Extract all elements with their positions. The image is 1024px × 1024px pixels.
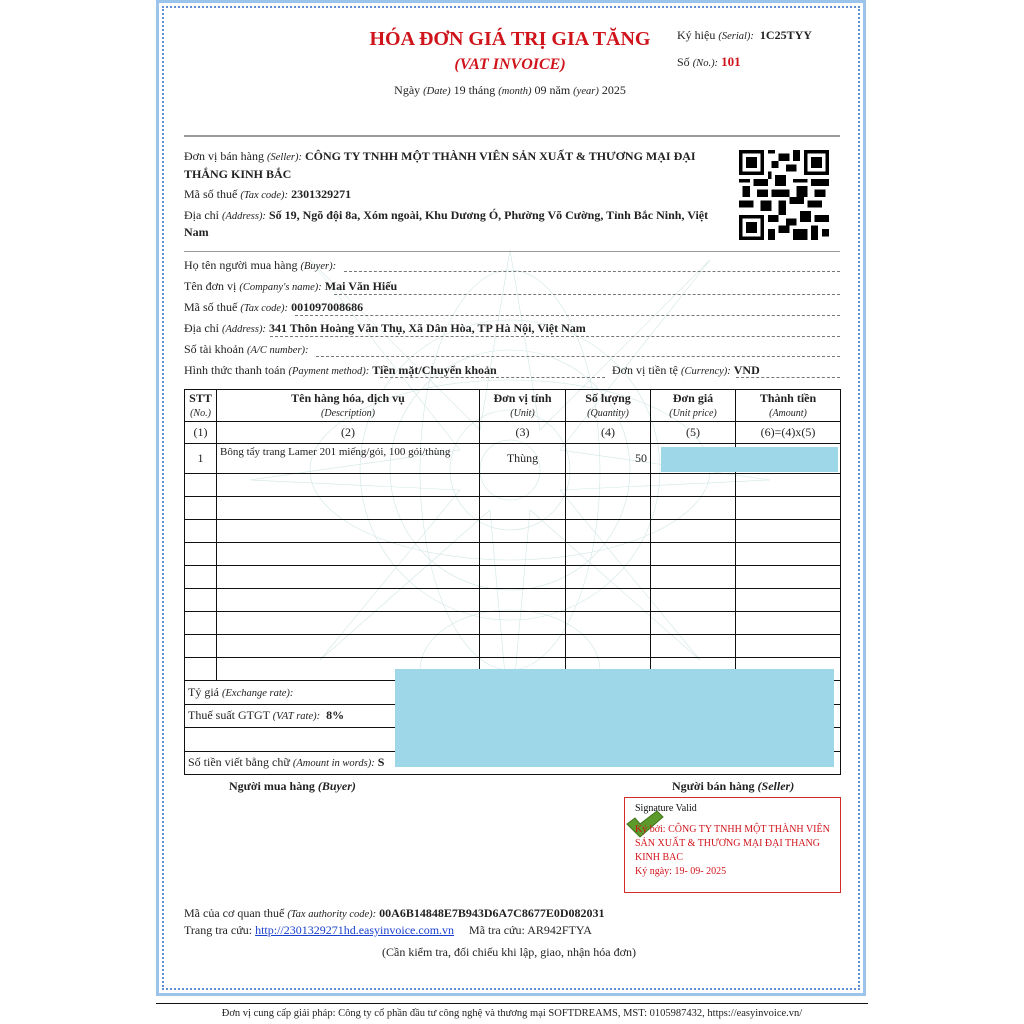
- vat-rate-value: 8%: [326, 708, 345, 723]
- buyer-address-line: [184, 321, 586, 336]
- buyer-payment-value: Tiền mặt/Chuyển khoản: [372, 363, 497, 377]
- lookup-url-link[interactable]: http://2301329271hd.easyinvoice.com.vn: [255, 923, 455, 937]
- buyer-name-en: (Buyer):: [300, 261, 337, 272]
- cell-unit: Thùng: [480, 444, 566, 474]
- cell-quantity: 50: [566, 444, 651, 474]
- buyer-tax-label: Mã số thuế: [184, 300, 238, 314]
- table-row-empty: [185, 589, 841, 612]
- date-year: 2025: [601, 83, 626, 97]
- redaction-unit-price-amount: [661, 447, 838, 472]
- signature-status: Signature Valid: [635, 803, 697, 814]
- buyer-name-line: [184, 258, 336, 273]
- buyer-company-value: Mai Văn Hiếu: [324, 279, 398, 293]
- buyer-account-en: (A/C number):: [247, 345, 309, 356]
- th-amount: Thành tiền (Amount): [736, 390, 841, 422]
- th-unit-price: Đơn giá (Unit price): [651, 390, 736, 422]
- serial-en: (Serial):: [718, 31, 754, 42]
- seller-tax-en: (Tax code):: [240, 190, 289, 201]
- vat-rate-label: Thuế suất GTGT: [188, 708, 270, 723]
- cell-no: 1: [185, 444, 217, 474]
- invoice-title: HÓA ĐƠN GIÁ TRỊ GIA TĂNG: [369, 28, 651, 50]
- buyer-address-en: (Address):: [222, 324, 266, 335]
- buyer-address-dotted-line: [270, 336, 840, 337]
- amount-words-en: (Amount in words):: [292, 758, 375, 770]
- table-row-empty: [185, 497, 841, 520]
- authority-code-en: (Tax authority code):: [287, 909, 377, 920]
- buyer-name-dotted-line: [344, 271, 840, 272]
- seller-address-en: (Address):: [222, 211, 266, 222]
- buyer-tax-en: (Tax code):: [240, 303, 289, 314]
- invoice-number: 101: [721, 54, 741, 69]
- serial-label: Ký hiệu: [677, 28, 716, 42]
- vat-rate-en: (VAT rate):: [272, 711, 321, 723]
- seller-name-line2: [184, 167, 291, 182]
- date-year-en: (year): [573, 86, 599, 97]
- authority-code-label: Mã của cơ quan thuế: [184, 906, 285, 920]
- number-en: (No.):: [692, 58, 719, 69]
- signed-date-value: 19- 09- 2025: [674, 866, 727, 877]
- table-header-row: [185, 390, 841, 422]
- redaction-totals: [395, 669, 834, 767]
- lookup-code-value: AR942FTYA: [527, 923, 592, 937]
- buyer-address-value: 341 Thôn Hoàng Văn Thụ, Xã Dân Hòa, TP Hà Nội, Việt Nam: [268, 321, 586, 335]
- buyer-name-label: Họ tên người mua hàng: [184, 258, 298, 272]
- cell-description: Bông tẩy trang Lamer 201 miếng/gói, 100 gói/thùng: [217, 444, 480, 474]
- invoice-subtitle: (VAT INVOICE): [454, 56, 566, 73]
- seller-tax-label: Mã số thuế: [184, 187, 238, 201]
- buyer-payment-label: Hình thức thanh toán: [184, 363, 286, 377]
- signed-by: [635, 819, 840, 865]
- colnum-1: (1): [185, 422, 217, 444]
- date-day: 19: [453, 83, 466, 97]
- signed-date: [635, 865, 840, 879]
- provider-divider: [156, 1003, 868, 1004]
- currency-value: VND: [733, 363, 760, 377]
- buyer-tax-dotted-line: [295, 315, 840, 316]
- buyer-tax-line: [184, 300, 363, 315]
- lookup-code-label: Mã tra cứu:: [469, 923, 525, 937]
- authority-code-value: 00A6B14848E7B943D6A7C8677E0D082031: [379, 906, 605, 920]
- colnum-6: (6)=(4)x(5): [736, 422, 841, 444]
- number-label: Số: [677, 55, 690, 69]
- buyer-address-label: Địa chỉ: [184, 321, 219, 335]
- table-row-empty: [185, 543, 841, 566]
- date-month-en: (month): [498, 86, 532, 97]
- seller-address-label: Địa chỉ: [184, 208, 219, 222]
- seller-tax-code: 2301329271: [291, 187, 352, 201]
- th-quantity: Số lượng (Quantity): [566, 390, 651, 422]
- invoice-number-field: [677, 54, 741, 70]
- buyer-tax-code: 001097008686: [291, 300, 364, 314]
- th-no: STT (No.): [185, 390, 217, 422]
- table-row-empty: [185, 612, 841, 635]
- seller-tax-line: [184, 187, 351, 202]
- colnum-4: (4): [566, 422, 651, 444]
- buyer-company-line: [184, 279, 397, 294]
- date-day-label: Ngày: [394, 83, 421, 97]
- buyer-account-dotted-line: [316, 356, 840, 357]
- buyer-account-label: Số tài khoản: [184, 342, 244, 356]
- lookup-label: Trang tra cứu:: [184, 923, 253, 937]
- seller-name-value: CÔNG TY TNHH MỘT THÀNH VIÊN SẢN XUẤT & THƯƠNG MẠI ĐẠI: [304, 149, 696, 163]
- seller-name-en: (Seller):: [267, 152, 302, 163]
- column-number-row: [185, 422, 841, 444]
- seller-signature-label: Người bán hàng (Seller): [672, 779, 795, 793]
- table-row-empty: [185, 566, 841, 589]
- serial-field: [677, 28, 812, 43]
- seller-name-label: Đơn vị bán hàng: [184, 149, 264, 163]
- seller-address-value-cont: Nam: [184, 225, 209, 239]
- buyer-company-dotted-line: [334, 294, 840, 295]
- buyer-payment-en: (Payment method):: [288, 366, 370, 377]
- buyer-payment-line: [184, 363, 497, 378]
- seller-name-line1: [184, 149, 696, 164]
- invoice-date: [340, 83, 680, 98]
- amount-words-value: S: [377, 755, 385, 770]
- qr-code-icon[interactable]: [739, 150, 829, 240]
- colnum-5: (5): [651, 422, 736, 444]
- table-row-empty: [185, 520, 841, 543]
- currency-line: [612, 363, 760, 378]
- buyer-company-label: Tên đơn vị: [184, 279, 237, 293]
- date-year-label: năm: [549, 83, 571, 97]
- amount-words-label: Số tiền viết bằng chữ: [188, 755, 290, 770]
- buyer-signature-label: Người mua hàng (Buyer): [229, 779, 356, 793]
- table-row-empty: [185, 635, 841, 658]
- th-unit: Đơn vị tính (Unit): [480, 390, 566, 422]
- lookup-line: [184, 923, 592, 938]
- date-month-label: tháng: [468, 83, 496, 97]
- colnum-2: (2): [217, 422, 480, 444]
- colnum-3: (3): [480, 422, 566, 444]
- seller-address-line2: [184, 225, 209, 240]
- buyer-account-line: [184, 342, 309, 357]
- tax-authority-code-line: [184, 906, 605, 921]
- exchange-rate-en: (Exchange rate):: [222, 687, 294, 699]
- currency-en: (Currency):: [681, 366, 731, 377]
- seller-address-line1: [184, 208, 708, 223]
- signed-date-label: Ký ngày:: [635, 866, 672, 877]
- digital-signature-box[interactable]: [624, 797, 841, 893]
- buyer-company-en: (Company's name):: [239, 282, 322, 293]
- date-month: 09: [534, 83, 547, 97]
- verification-note: (Cần kiểm tra, đối chiếu khi lập, giao, nhận hóa đơn): [382, 945, 636, 959]
- seller-name-value-cont: THẮNG KINH BẮC: [184, 167, 292, 181]
- buyer-payment-dotted-line: [380, 377, 605, 378]
- seller-address-value: Số 19, Ngõ đội 8a, Xóm ngoài, Khu Dương Ó, Phường Võ Cường, Tỉnh Bắc Ninh, Việt: [268, 208, 709, 222]
- seller-divider: [184, 251, 840, 252]
- exchange-rate-label: Tỷ giá: [188, 684, 219, 699]
- serial-value: 1C25TYY: [759, 28, 812, 42]
- signed-by-label: Ký bởi:: [635, 824, 666, 835]
- currency-label: Đơn vị tiền tệ: [612, 363, 678, 377]
- date-day-en: (Date): [423, 86, 451, 97]
- provider-info: Đơn vị cung cấp giải pháp: Công ty cổ phần đầu tư công nghệ và thương mại SOFTDREAMS, MST: 0105987432, https://easyinvoice.vn/: [221, 1008, 803, 1019]
- table-row-empty: [185, 474, 841, 497]
- currency-dotted-line: [736, 377, 840, 378]
- signed-by-value: CÔNG TY TNHH MỘT THÀNH VIÊN SẢN XUẤT & THƯƠNG MẠI ĐẠI THANG KINH BAC: [635, 824, 830, 863]
- th-description: Tên hàng hóa, dịch vụ (Description): [217, 390, 480, 422]
- header-divider: [184, 135, 840, 137]
